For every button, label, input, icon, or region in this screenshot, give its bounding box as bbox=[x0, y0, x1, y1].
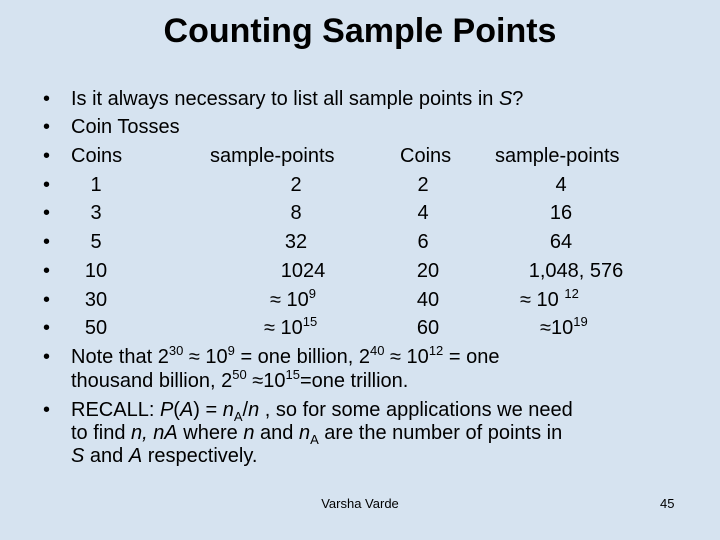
coin-tosses-line: Coin Tosses bbox=[71, 116, 180, 138]
row-points-d: 4 bbox=[555, 174, 567, 196]
row-coins-a: 50 bbox=[84, 317, 108, 339]
row-coins-a: 3 bbox=[90, 202, 102, 224]
recall-line-3: S and A respectively. bbox=[71, 445, 258, 467]
slide-title: Counting Sample Points bbox=[163, 12, 557, 50]
row-coins-c: 60 bbox=[416, 317, 440, 339]
bullet: • bbox=[43, 202, 51, 224]
header-coins-2: Coins bbox=[400, 145, 452, 167]
note-line-2: thousand billion, $2^{50} \approx 10^{15}=one$ trillion. bbox=[71, 367, 409, 392]
bullet: • bbox=[43, 260, 51, 282]
bullet: • bbox=[43, 174, 51, 196]
row-points-b: ≈ $10^9$ bbox=[270, 286, 317, 311]
bullet: • bbox=[43, 317, 51, 339]
row-coins-c: 40 bbox=[416, 289, 440, 311]
row-coins-c: 2 bbox=[417, 174, 429, 196]
row-coins-c: 20 bbox=[416, 260, 440, 282]
bullet: • bbox=[43, 116, 51, 138]
recall-line-1: RECALL: $P(A) = n_A/n$ , so for some applications we need bbox=[71, 399, 573, 424]
row-coins-a: 1 bbox=[90, 174, 102, 196]
row-points-b: ≈ $10^{15}$ bbox=[264, 314, 318, 339]
row-points-b: 2 bbox=[290, 174, 302, 196]
row-coins-c: 6 bbox=[417, 231, 429, 253]
note-line-1: Note that $2^{30} \approx 10^9$ = one billion, $2^{40} \approx 10^{12}$ = one bbox=[71, 343, 500, 368]
row-coins-a: 10 bbox=[84, 260, 108, 282]
header-sample-points-2: sample-points bbox=[495, 145, 620, 167]
row-points-d: 1,048, 576 bbox=[528, 260, 624, 282]
bullet: • bbox=[43, 399, 51, 421]
row-points-d: $\approx 10^{19}$ bbox=[540, 314, 588, 339]
question-line: Is it always necessary to list all sample points in S? bbox=[71, 88, 524, 110]
row-points-b: 8 bbox=[290, 202, 302, 224]
row-points-d: 16 bbox=[549, 202, 573, 224]
bullet: • bbox=[43, 346, 51, 368]
row-points-d: 64 bbox=[549, 231, 573, 253]
bullet: • bbox=[43, 88, 51, 110]
row-points-b: 32 bbox=[284, 231, 308, 253]
row-coins-c: 4 bbox=[417, 202, 429, 224]
bullet: • bbox=[43, 231, 51, 253]
bullet: • bbox=[43, 145, 51, 167]
recall-line-2: to find n, nA where n and $n_A$ are the number of points in bbox=[71, 422, 563, 447]
header-coins-1: Coins bbox=[71, 145, 123, 167]
row-coins-a: 5 bbox=[90, 231, 102, 253]
bullet: • bbox=[43, 289, 51, 311]
page-number: 45 bbox=[660, 496, 675, 511]
row-points-b: 1024 bbox=[280, 260, 326, 282]
header-sample-points-1: sample-points bbox=[210, 145, 335, 167]
row-coins-a: 30 bbox=[84, 289, 108, 311]
footer-author: Varsha Varde bbox=[321, 496, 399, 511]
row-points-d: ≈ 10 $^{12}$ bbox=[520, 286, 579, 311]
